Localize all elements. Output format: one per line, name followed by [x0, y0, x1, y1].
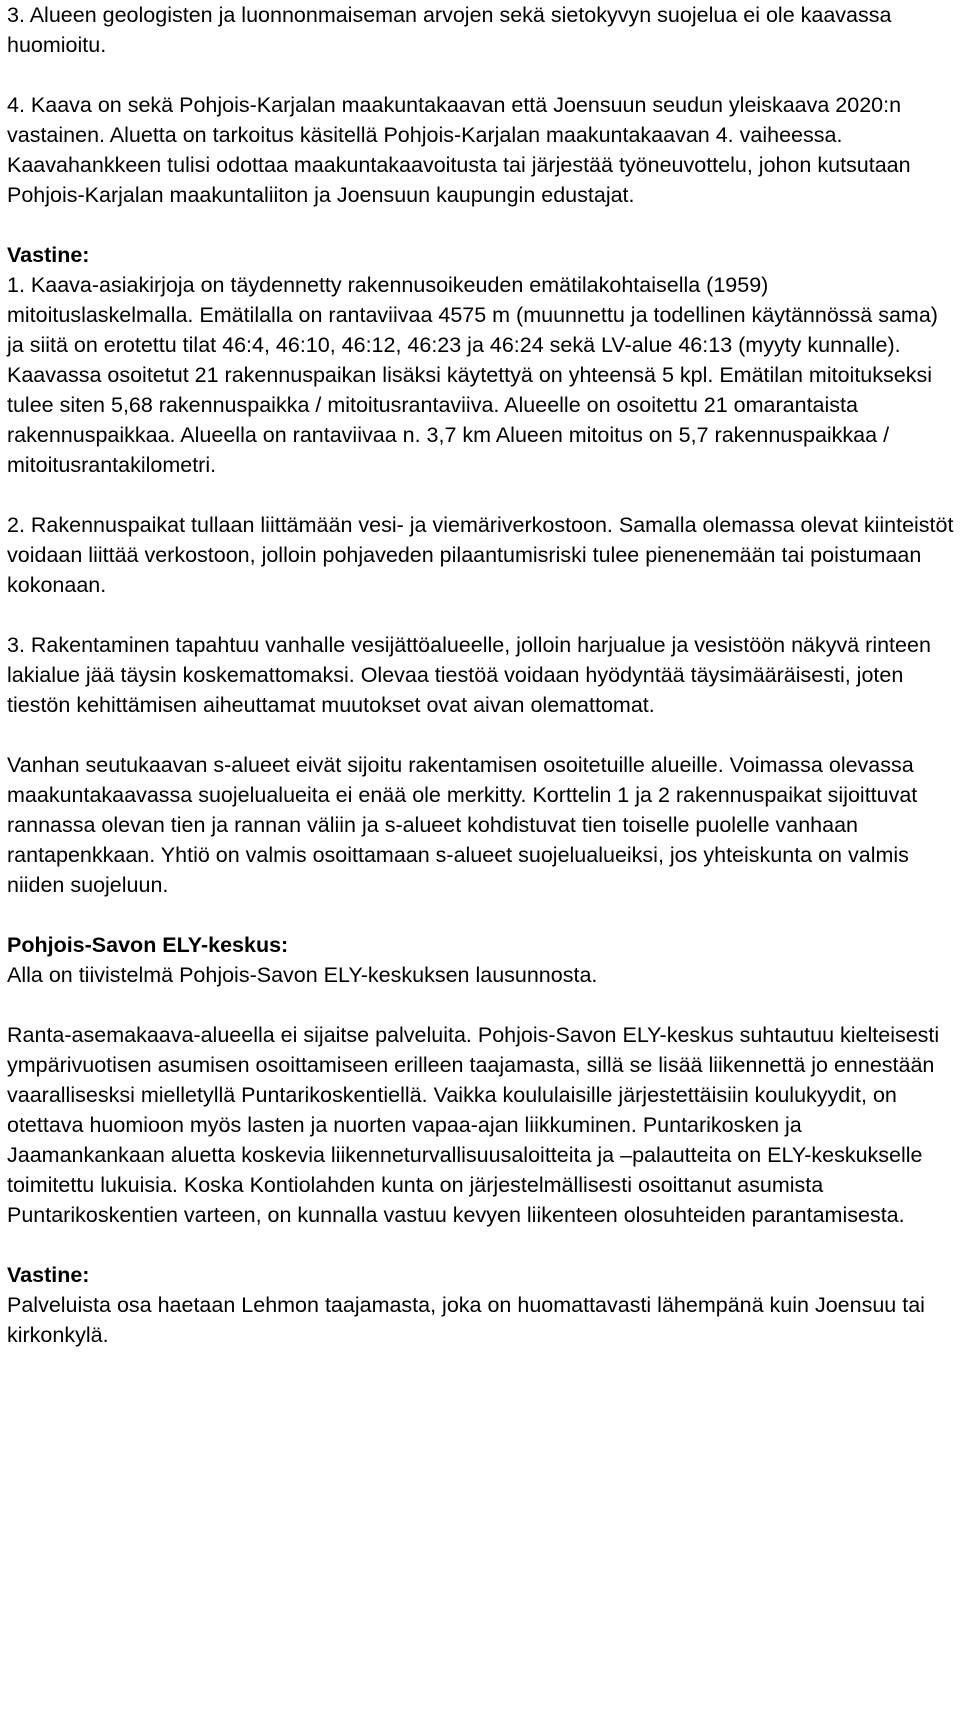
ely-statement: Ranta-asemakaava-alueella ei sijaitse palveluita. Pohjois-Savon ELY-keskus suhtautuu kielteisesti ympärivuotisen asumisen osoittamiseen erilleen taajamasta, sillä se lisää liikennettä jo ennestään vaarallisesksi mielletyllä Puntarikoskentiellä. Vaikka koululaisille järjestettäisiin koulukyydit, on otettava huomioon myös lasten ja nuorten vapaa-ajan liikkuminen. Puntarikosken ja Jaamankankaan aluetta koskevia liikenneturvallisuusaloitteita ja –palautteita on ELY-keskukselle toimitettu lukuisia. Koska Kontiolahden kunta on järjestelmällisesti osoittanut asumista Puntarikoskentien varteen, on kunnalla vastuu kevyen liikenteen olosuhteiden parantamisesta. — [7, 1023, 940, 1227]
spacer — [7, 990, 955, 1020]
spacer — [7, 720, 955, 750]
paragraph-item-4: 4. Kaava on sekä Pohjois-Karjalan maakuntakaavan että Joensuun seudun yleiskaava 2020:n vastainen. Aluetta on tarkoitus käsitellä Pohjois-Karjalan maakuntakaavan 4. vaiheessa. Kaavahankkeen tulisi odottaa maakuntakaavoitusta tai järjestää työneuvottelu, johon kutsutaan Pohjois-Karjalan maakuntaliiton ja Joensuun kaupungin edustajat. — [7, 93, 911, 207]
response-item-1: 1. Kaava-asiakirjoja on täydennetty rakennusoikeuden emätilakohtaisella (1959) mitoituslaskelmalla. Emätilalla on rantaviivaa 4575 m (muunnettu ja todellinen käytännössä sama) ja siitä on erotettu tilat 46:4, 46:10, 46:12, 46:23 ja 46:24 sekä LV-alue 46:13 (myyty kunnalle). Kaavassa osoitetut 21 rakennuspaikan lisäksi käytettyä on yhteensä 5 kpl. Emätilan mitoitukseksi tulee siten 5,68 rakennuspaikka / mitoitusrantaviiva. Alueelle on osoitettu 21 omarantaista rakennuspaikkaa. Alueella on rantaviivaa n. 3,7 km Alueen mitoitus on 5,7 rakennuspaikkaa / mitoitusrantakilometri. — [7, 273, 938, 477]
ely-summary-intro: Alla on tiivistelmä Pohjois-Savon ELY-keskuksen lausunnosta. — [7, 963, 598, 987]
ely-heading: Pohjois-Savon ELY-keskus: — [7, 933, 289, 957]
vastine-heading-2: Vastine: — [7, 1263, 90, 1287]
response-item-2: 2. Rakennuspaikat tullaan liittämään vesi- ja viemäriverkostoon. Samalla olemassa olevat kiinteistöt voidaan liittää verkostoon, jolloin pohjaveden pilaantumisriski tulee pienenemään tai poistumaan kokonaan. — [7, 513, 954, 597]
spacer — [7, 600, 955, 630]
response-paragraph-2: Palveluista osa haetaan Lehmon taajamasta, joka on huomattavasti lähempänä kuin Joensuu tai kirkonkylä. — [7, 1293, 925, 1347]
spacer — [7, 60, 955, 90]
response-item-3: 3. Rakentaminen tapahtuu vanhalle vesijättöalueelle, jolloin harjualue ja vesistöön näkyvä rinteen lakialue jää täysin koskemattomaksi. Olevaa tiestöä voidaan hyödyntää täysimääräisesti, joten tiestön kehittämisen aiheuttamat muutokset ovat aivan olemattomat. — [7, 633, 931, 717]
spacer — [7, 900, 955, 930]
paragraph-item-3: 3. Alueen geologisten ja luonnonmaiseman arvojen sekä sietokyvyn suojelua ei ole kaavassa huomioitu. — [7, 3, 892, 57]
spacer — [7, 210, 955, 240]
vastine-heading: Vastine: — [7, 243, 90, 267]
spacer — [7, 1230, 955, 1260]
response-paragraph: Vanhan seutukaavan s-alueet eivät sijoitu rakentamisen osoitetuille alueille. Voimassa olevassa maakuntakaavassa suojelualueita ei enää ole merkitty. Korttelin 1 ja 2 rakennuspaikat sijoittuvat rannassa olevan tien ja rannan väliin ja s-alueet kohdistuvat tien toiselle puolelle vanhaan rantapenkkaan. Yhtiö on valmis osoittamaan s-alueet suojelualueiksi, jos yhteiskunta on valmis niiden suojeluun. — [7, 753, 918, 897]
document-body — [7, 0, 955, 1350]
spacer — [7, 480, 955, 510]
